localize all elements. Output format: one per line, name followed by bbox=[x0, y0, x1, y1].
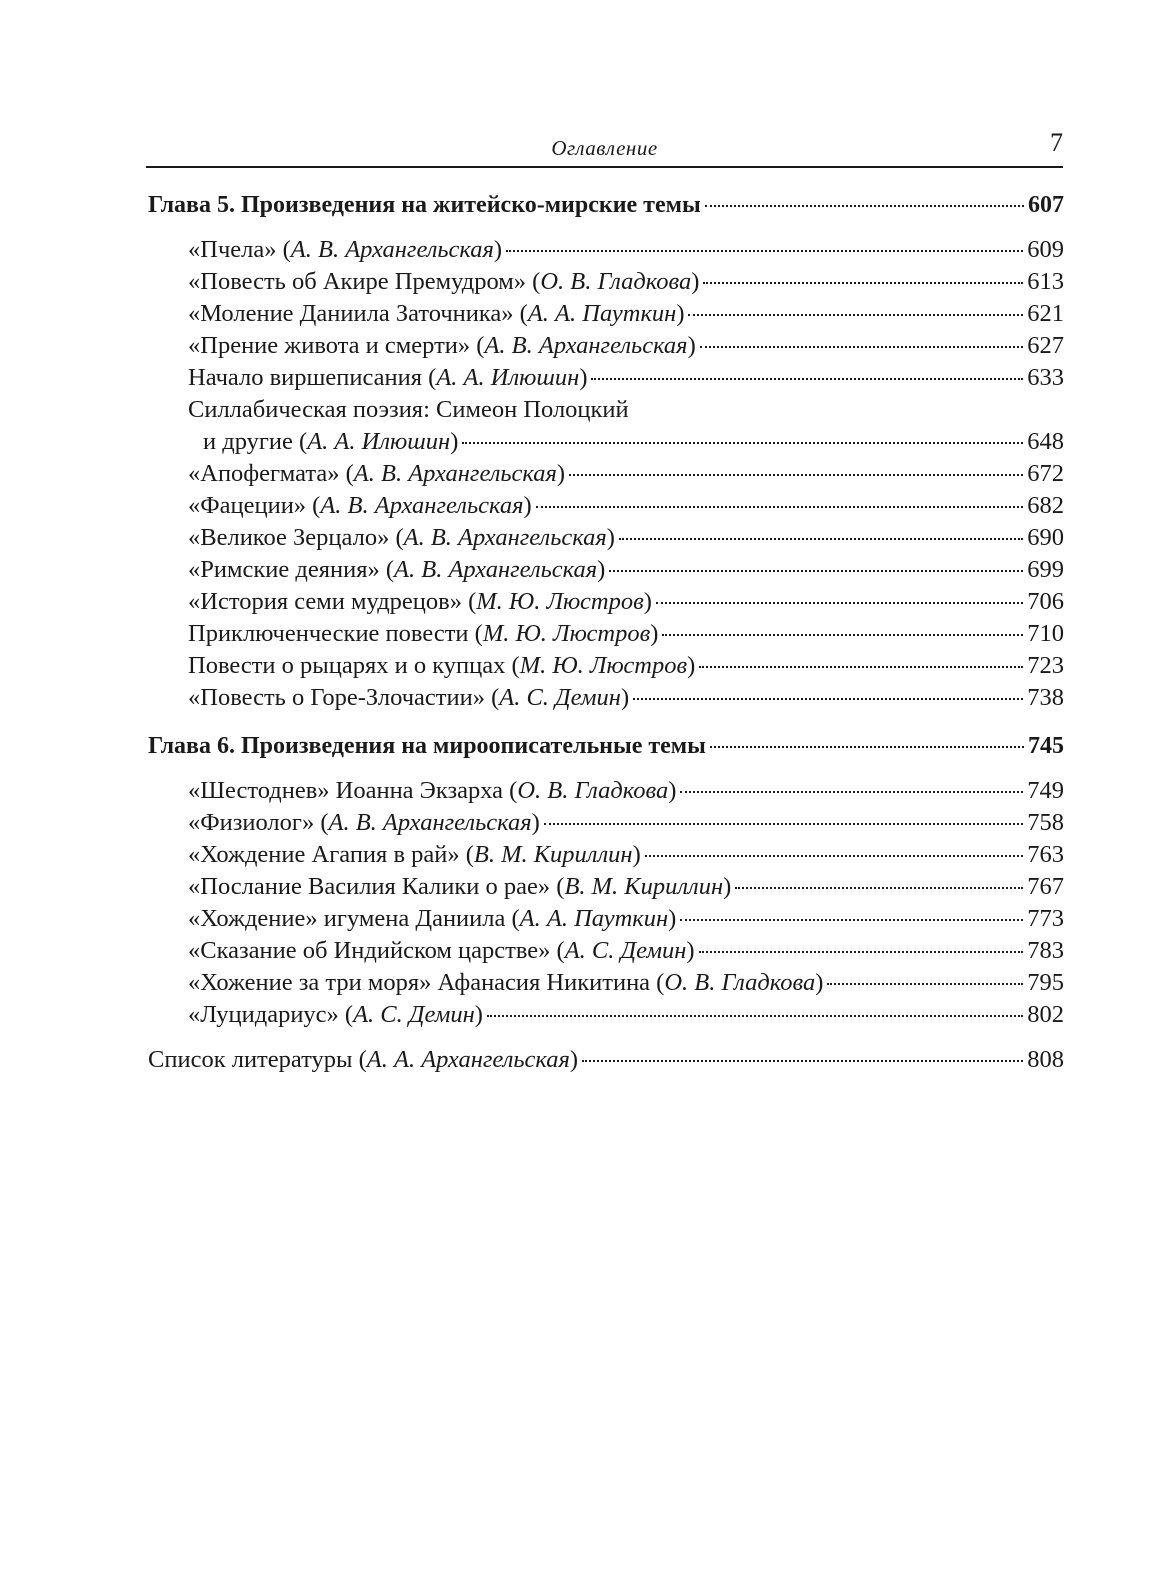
entry-author: А. А. Пауткин bbox=[519, 905, 669, 932]
entry-author: М. Ю. Люстров bbox=[476, 588, 644, 615]
toc-page-number: 723 bbox=[1027, 652, 1064, 679]
toc-entry bbox=[188, 968, 1064, 998]
entry-title-text: «Римские деяния» ( bbox=[188, 556, 395, 583]
dot-leader bbox=[591, 378, 1023, 380]
entry-title-text: Силлабическая поэзия: Симеон Полоцкий bbox=[188, 396, 629, 423]
toc-entry-title bbox=[188, 299, 684, 329]
toc-page-number: 609 bbox=[1027, 236, 1064, 263]
running-header bbox=[146, 128, 1063, 168]
entry-paren-close: ) bbox=[606, 524, 615, 551]
entry-title-text: «Хождение» игумена Даниила ( bbox=[188, 905, 520, 932]
entry-paren-close: ) bbox=[474, 1001, 483, 1028]
entry-paren-close: ) bbox=[687, 332, 696, 359]
toc-entry-title bbox=[188, 587, 652, 617]
entry-paren-close: ) bbox=[668, 905, 677, 932]
entry-paren-close: ) bbox=[531, 809, 540, 836]
entry-title-text: Начало виршеписания ( bbox=[188, 364, 437, 391]
dot-leader bbox=[680, 791, 1023, 793]
entry-title-text: «Шестоднев» Иоанна Экзарха ( bbox=[188, 777, 518, 804]
toc-entry bbox=[203, 427, 1064, 457]
toc-entry bbox=[188, 235, 1064, 265]
toc-entry-title bbox=[188, 555, 605, 585]
toc-entry-title bbox=[188, 1000, 483, 1030]
dot-leader bbox=[703, 282, 1023, 284]
dot-leader bbox=[609, 570, 1023, 572]
dot-leader bbox=[462, 442, 1023, 444]
dot-leader bbox=[827, 983, 1023, 985]
entry-title-text: «Послание Василия Калики о рае» ( bbox=[188, 873, 565, 900]
entry-author: А. В. Архангельская bbox=[394, 556, 598, 583]
entry-author: А. А. Илюшин bbox=[307, 428, 451, 455]
entry-author: О. В. Гладкова bbox=[517, 777, 669, 804]
dot-leader bbox=[487, 1015, 1023, 1017]
entry-author: А. С. Демин bbox=[353, 1001, 475, 1028]
dot-leader bbox=[506, 250, 1023, 252]
entry-title-text: Повести о рыцарях и о купцах ( bbox=[188, 652, 520, 679]
entry-paren-close: ) bbox=[676, 300, 685, 327]
entry-author: А. В. Архангельская bbox=[290, 236, 494, 263]
toc-page-number: 633 bbox=[1027, 364, 1064, 391]
entry-author: А. В. Архангельская bbox=[320, 492, 524, 519]
toc-entry-title bbox=[188, 936, 695, 966]
toc-page-number: 749 bbox=[1027, 777, 1064, 804]
entry-paren-close: ) bbox=[493, 236, 503, 263]
toc-entry-title bbox=[148, 1045, 578, 1075]
running-title: Оглавление bbox=[551, 136, 658, 160]
toc-entry-title bbox=[188, 651, 695, 681]
toc-page-number: 672 bbox=[1027, 460, 1064, 487]
toc-entry-title bbox=[188, 683, 629, 713]
entry-title-text: «Сказание об Индийском царстве» ( bbox=[188, 937, 565, 964]
toc-page-number: 648 bbox=[1027, 428, 1064, 455]
toc-page-number: 773 bbox=[1027, 905, 1064, 932]
entry-title-text: «Луцидариус» ( bbox=[188, 1001, 354, 1028]
toc-entry bbox=[188, 299, 1064, 329]
toc-entry-title bbox=[188, 395, 629, 425]
entry-title-text: «Прение живота и смерти» ( bbox=[188, 332, 485, 359]
toc-entry bbox=[188, 555, 1064, 585]
entry-paren-close: ) bbox=[579, 364, 588, 391]
entry-author: А. А. Архангельская bbox=[366, 1046, 570, 1073]
entry-paren-close: ) bbox=[686, 937, 695, 964]
entry-title-text: и другие ( bbox=[203, 428, 308, 455]
dot-leader bbox=[633, 698, 1023, 700]
dot-leader bbox=[544, 823, 1023, 825]
toc-entry bbox=[188, 619, 1064, 649]
entry-author: М. Ю. Люстров bbox=[482, 620, 651, 647]
dot-leader bbox=[699, 951, 1024, 953]
entry-paren-close: ) bbox=[450, 428, 459, 455]
entry-title-text: «Моление Даниила Заточника» ( bbox=[188, 300, 528, 327]
entry-author: А. В. Архангельская bbox=[328, 809, 532, 836]
dot-leader bbox=[735, 887, 1023, 889]
entry-title-text: Список литературы ( bbox=[148, 1046, 367, 1073]
toc-page-number: 621 bbox=[1027, 300, 1064, 327]
entry-author: В. М. Кириллин bbox=[564, 873, 724, 900]
toc-entry-title bbox=[188, 491, 532, 521]
toc-entry-title bbox=[188, 904, 676, 934]
dot-leader bbox=[705, 205, 1024, 207]
entry-paren-close: ) bbox=[597, 556, 606, 583]
toc-entry bbox=[188, 459, 1064, 489]
toc-entry bbox=[188, 267, 1064, 297]
toc-page-number: 795 bbox=[1027, 969, 1064, 996]
toc-entry bbox=[188, 363, 1064, 393]
toc-entry-title bbox=[188, 968, 823, 998]
toc-page-number: 699 bbox=[1027, 556, 1064, 583]
entry-paren-close: ) bbox=[815, 969, 824, 996]
entry-author: О. В. Гладкова bbox=[664, 969, 816, 996]
entry-author: М. Ю. Люстров bbox=[519, 652, 688, 679]
dot-leader bbox=[662, 634, 1023, 636]
entry-title-text: Приключенческие повести ( bbox=[188, 620, 483, 647]
entry-paren-close: ) bbox=[569, 1046, 579, 1073]
toc-page-number: 690 bbox=[1027, 524, 1064, 551]
toc-entry-title bbox=[188, 808, 540, 838]
toc-entry-title bbox=[188, 459, 565, 489]
toc-entry bbox=[188, 683, 1064, 713]
entry-author: В. М. Кириллин bbox=[473, 841, 633, 868]
toc-entry bbox=[188, 651, 1064, 681]
entry-title-text: «История семи мудрецов» ( bbox=[188, 588, 477, 615]
entry-author: А. С. Демин bbox=[499, 684, 621, 711]
dot-leader bbox=[619, 538, 1023, 540]
entry-title-text: «Повесть об Акире Премудром» ( bbox=[188, 268, 541, 295]
entry-paren-close: ) bbox=[523, 492, 532, 519]
toc-entry bbox=[188, 808, 1064, 838]
toc-chapter bbox=[148, 190, 1064, 220]
toc-page-number: 706 bbox=[1027, 588, 1064, 615]
entry-author: А. В. Архангельская bbox=[403, 524, 607, 551]
toc-page-number: 710 bbox=[1027, 620, 1064, 647]
entry-paren-close: ) bbox=[650, 620, 659, 647]
entry-title-text: «Фацеции» ( bbox=[188, 492, 321, 519]
dot-leader bbox=[569, 474, 1023, 476]
toc-entry bbox=[188, 587, 1064, 617]
toc-entry-title bbox=[188, 776, 676, 806]
entry-paren-close: ) bbox=[643, 588, 652, 615]
toc-entry-title bbox=[203, 427, 458, 457]
toc-page-number: 758 bbox=[1027, 809, 1064, 836]
entry-author: А. В. Архангельская bbox=[484, 332, 688, 359]
toc-entry bbox=[188, 904, 1064, 934]
entry-title-text: «Пчела» ( bbox=[188, 236, 291, 263]
toc-entry bbox=[188, 776, 1064, 806]
entry-title-text: Глава 5. Произведения на житейско-мирские темы bbox=[148, 192, 701, 218]
entry-paren-close: ) bbox=[620, 684, 630, 711]
entry-title-text: «Хождение Агапия в рай» ( bbox=[188, 841, 474, 868]
entry-title-text: «Физиолог» ( bbox=[188, 809, 329, 836]
toc-entry bbox=[188, 523, 1064, 553]
entry-paren-close: ) bbox=[691, 268, 700, 295]
toc-page-number: 613 bbox=[1027, 268, 1064, 295]
toc-entry-title bbox=[188, 619, 658, 649]
entry-paren-close: ) bbox=[668, 777, 677, 804]
dot-leader bbox=[645, 855, 1024, 857]
toc-entry-title bbox=[188, 235, 502, 265]
dot-leader bbox=[680, 919, 1023, 921]
toc-entry bbox=[188, 872, 1064, 902]
toc-page-number: 682 bbox=[1027, 492, 1064, 519]
toc-chapter bbox=[148, 731, 1064, 761]
toc-page-number: 627 bbox=[1027, 332, 1064, 359]
entry-paren-close: ) bbox=[556, 460, 566, 487]
toc-entry bbox=[188, 936, 1064, 966]
toc-entry bbox=[188, 331, 1064, 361]
dot-leader bbox=[656, 602, 1023, 604]
toc-entry-title bbox=[148, 190, 701, 220]
toc-entry-title bbox=[188, 363, 587, 393]
toc-entry bbox=[188, 1000, 1064, 1030]
toc-entry-title bbox=[188, 872, 731, 902]
dot-leader bbox=[700, 346, 1024, 348]
dot-leader bbox=[699, 666, 1023, 668]
toc-entry bbox=[148, 1045, 1064, 1075]
entry-author: А. А. Илюшин bbox=[436, 364, 580, 391]
entry-author: О. В. Гладкова bbox=[540, 268, 692, 295]
toc-entry bbox=[188, 395, 1064, 425]
entry-paren-close: ) bbox=[723, 873, 732, 900]
entry-paren-close: ) bbox=[632, 841, 641, 868]
toc-entry bbox=[188, 840, 1064, 870]
toc-entry-title bbox=[188, 267, 699, 297]
toc-page-number: 607 bbox=[1028, 192, 1064, 218]
entry-paren-close: ) bbox=[687, 652, 696, 679]
dot-leader bbox=[710, 746, 1024, 748]
entry-title-text: «Хожение за три моря» Афанасия Никитина ( bbox=[188, 969, 665, 996]
toc-page-number: 767 bbox=[1027, 873, 1064, 900]
toc-page-number: 763 bbox=[1027, 841, 1064, 868]
toc-page-number: 745 bbox=[1028, 733, 1064, 759]
entry-author: А. А. Пауткин bbox=[527, 300, 677, 327]
dot-leader bbox=[536, 506, 1024, 508]
page-number: 7 bbox=[1050, 128, 1063, 157]
entry-author: А. С. Демин bbox=[564, 937, 687, 964]
toc-entry-title bbox=[188, 331, 696, 361]
entry-title-text: Глава 6. Произведения на мироописательные темы bbox=[148, 733, 706, 759]
toc-entry-title bbox=[188, 523, 615, 553]
entry-title-text: «Повесть о Горе-Злочастии» ( bbox=[188, 684, 500, 711]
toc-page-number: 808 bbox=[1027, 1046, 1064, 1073]
toc-entry-title bbox=[148, 731, 706, 761]
entry-title-text: «Великое Зерцало» ( bbox=[188, 524, 404, 551]
toc-entry-title bbox=[188, 840, 641, 870]
toc-page-number: 802 bbox=[1027, 1001, 1064, 1028]
toc-page-number: 783 bbox=[1027, 937, 1064, 964]
toc-page-number: 738 bbox=[1027, 684, 1064, 711]
entry-title-text: «Апофегмата» ( bbox=[188, 460, 354, 487]
entry-author: А. В. Архангельская bbox=[353, 460, 557, 487]
dot-leader bbox=[688, 314, 1023, 316]
dot-leader bbox=[582, 1060, 1023, 1062]
toc-entry bbox=[188, 491, 1064, 521]
